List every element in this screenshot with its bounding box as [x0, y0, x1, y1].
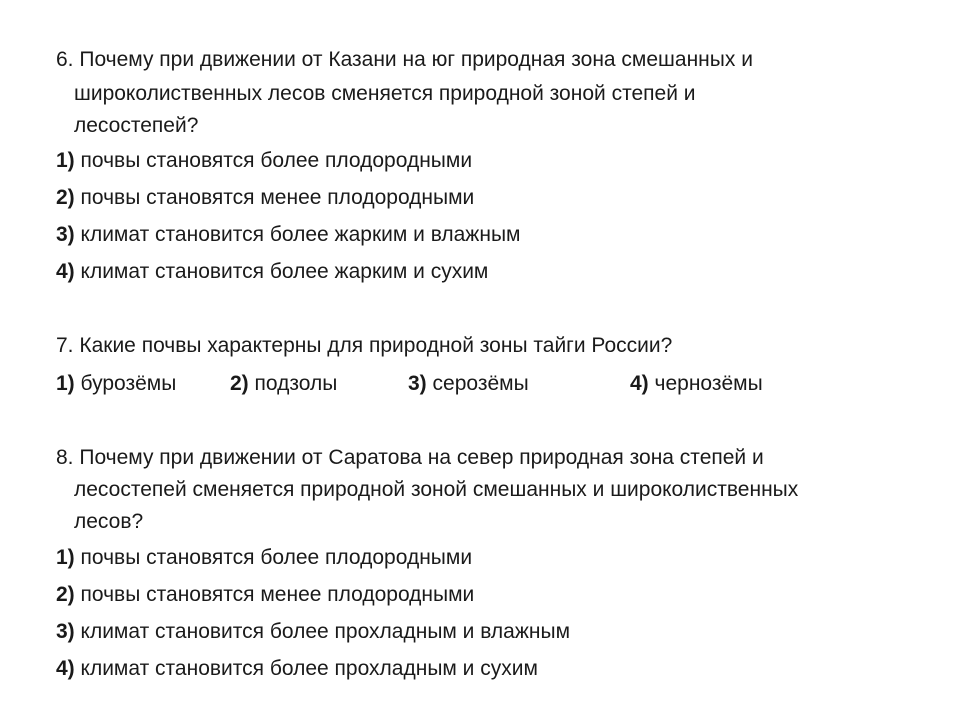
question-8-option-2	[56, 579, 474, 611]
question-6-option-4	[56, 256, 488, 288]
question-6-option-2	[56, 182, 474, 214]
option-number: 4)	[630, 372, 649, 395]
question-6-option-3	[56, 219, 521, 251]
question-6-line-1: 6. Почему при движении от Казани на юг природная зона смешанных и	[56, 48, 753, 71]
option-text: климат становится более жарким и влажным	[74, 223, 521, 246]
question-8-line-1: 8. Почему при движении от Саратова на север природная зона степей и	[56, 446, 764, 469]
question-8-line-2: лесостепей сменяется природной зоной смешанных и широколиственных	[74, 478, 799, 501]
option-number: 3)	[408, 372, 427, 395]
option-number: 3)	[56, 620, 75, 643]
question-8-option-3	[56, 616, 570, 648]
option-text: чернозёмы	[648, 372, 763, 395]
option-number: 1)	[56, 546, 75, 569]
question-8-line-3: лесов?	[74, 510, 144, 533]
question-7-option-1	[56, 368, 176, 400]
question-7-line-1: 7. Какие почвы характерны для природной зоны тайги России?	[56, 334, 673, 357]
question-7-option-3	[408, 368, 529, 400]
question-8-option-4	[56, 653, 538, 685]
option-text: почвы становятся более плодородными	[74, 546, 473, 569]
option-number: 3)	[56, 223, 75, 246]
question-8-option-1	[56, 542, 472, 574]
question-6-line-3: лесостепей?	[74, 114, 199, 137]
option-text: климат становится более прохладным и влажным	[74, 620, 571, 643]
option-text: почвы становятся менее плодородными	[74, 186, 475, 209]
option-text: подзолы	[248, 372, 338, 395]
option-number: 2)	[230, 372, 249, 395]
option-number: 1)	[56, 372, 75, 395]
option-text: бурозёмы	[74, 372, 177, 395]
question-6-line-2: широколиственных лесов сменяется природной зоной степей и	[74, 82, 696, 105]
option-number: 2)	[56, 583, 75, 606]
question-7-option-2	[230, 368, 337, 400]
option-text: климат становится более жарким и сухим	[74, 260, 489, 283]
option-text: серозёмы	[426, 372, 529, 395]
question-7-option-4	[630, 368, 763, 400]
option-number: 4)	[56, 260, 75, 283]
option-text: климат становится более прохладным и сухим	[74, 657, 538, 680]
option-number: 4)	[56, 657, 75, 680]
option-text: почвы становятся менее плодородными	[74, 583, 475, 606]
option-number: 2)	[56, 186, 75, 209]
question-7-options	[56, 368, 916, 400]
question-6-option-1	[56, 145, 472, 177]
option-text: почвы становятся более плодородными	[74, 149, 473, 172]
option-number: 1)	[56, 149, 75, 172]
